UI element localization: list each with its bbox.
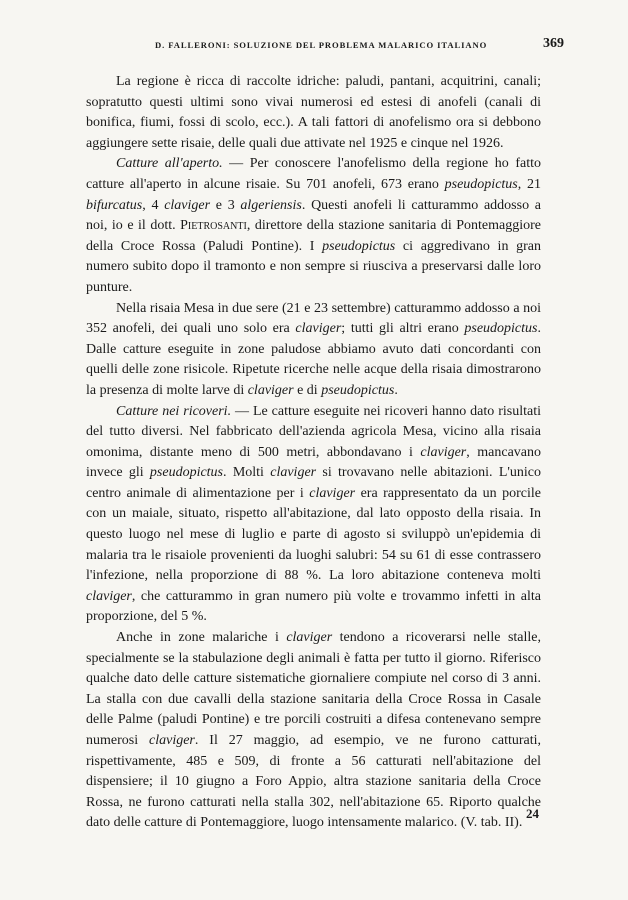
species-name: pseudopictus (149, 465, 224, 481)
paragraph-1: La regione è ricca di raccolte idriche: paludi, pantani, acquitrini, canali; sopratutto questi ultimi sono vivai numerosi ed estesi di anofeli (canali di bonifica, fiumi, fossi di scolo, ecc.). A tali fattori di anofelismo ora si debbono aggiungere sette risaie, delle quali due attivate nel 1925 e cinque nel 1926. (86, 74, 541, 151)
species-name: claviger (295, 321, 342, 337)
species-name: claviger (86, 588, 132, 604)
running-head: D. FALLERONI: SOLUZIONE DEL PROBLEMA MALARICO ITALIANO (155, 40, 488, 50)
species-name: algeriensis (240, 197, 302, 213)
person-name: Pietrosanti (180, 218, 247, 234)
section-heading: Catture nei ricoveri. (116, 403, 232, 419)
species-name: claviger (164, 197, 211, 213)
species-name: claviger (309, 485, 356, 501)
species-name: claviger (286, 630, 333, 646)
species-name: claviger (149, 733, 195, 748)
species-name: claviger (247, 382, 294, 398)
printer-signature-mark: 24 (526, 806, 539, 821)
species-name: claviger (420, 444, 467, 460)
species-name: claviger (270, 465, 317, 481)
paragraph-3: Nella risaia Mesa in due sere (21 e 23 settembre) catturammo addosso a noi 352 anofeli, dei quali uno solo era claviger; tutti gli altri erano pseudopictus. Dalle catture eseguite in zone paludose abbiamo avuto dati concordanti con quelli delle zone risicole. Ripetute ricerche nelle acque della risaia dimostrarono la presenza di molte larve di claviger e di pseudopictus. (86, 300, 541, 398)
page-number: 369 (543, 36, 564, 51)
species-name: pseudopictus (322, 238, 396, 254)
species-name: bifurcatus (86, 197, 143, 213)
body-text (86, 72, 541, 834)
species-name: pseudopictus (321, 382, 395, 398)
paragraph-4: Catture nei ricoveri. — Le catture eseguite nei ricoveri hanno dato risultati del tutto diversi. Nel fabbricato dell'azienda agricola Mesa, vicino alla risaia omonima, distante meno di 500 metri, abbondavano i claviger, mancavano invece gli pseudopictus. Molti claviger si trovavano nelle abitazioni. L'unico centro animale di alimentazione per i claviger era rappresentato da un porcile con un maiale, situato, rispetto all'abitazione, dal lato opposto della risaia. In questo luogo nel mese di luglio e parte di agosto si sviluppò un'epidemia di malaria tra le risaiole provenienti da luoghi salubri: 54 su 61 di esse contrassero l'infezione, nella proporzione di 88 %. La loro abitazione conteneva molti claviger, che catturammo in gran numero più volte e trovammo infetti in alta proporzione, del 5 %. (86, 403, 541, 625)
paragraph-5: Anche in zone malariche i claviger tendono a ricoverarsi nelle stalle, specialmente se la stabulazione degli animali è fatta per tutto il giorno. Riferisco qualche dato delle catture sistematiche giornaliere compiute nel corso di 3 anni. La stalla con due cavalli della stazione sanitaria della Croce Rossa in Casale delle Palme (paludi Pontine) e tre porcili costruiti a difesa contenevano sempre numerosi claviger. Il 27 maggio, ad esempio, ve ne furono catturati, rispettivamente, 485 e 509, di fronte a 56 catturati nell'abitazione del dispensiere; il 10 giugno a Foro Appio, altra stazione sanitaria della Croce Rossa, ne furono catturati nella stalla 302, nell'abitazione 65. Riporto qualche dato delle catture di Pontemaggiore, luogo intensamente malarico. (V. tab. II). (86, 630, 542, 831)
paragraph-2: Catture all'aperto. — Per conoscere l'anofelismo della regione ho fatto catture all'aperto in alcune risaie. Su 701 anofeli, 673 erano pseudopictus, 21 bifurcatus, 4 claviger e 3 algeriensis. Questi anofeli li catturammo addosso a noi, io e il dott. Pietrosanti, direttore della stazione sanitaria di Pontemaggiore della Croce Rossa (Paludi Pontine). I pseudopictus ci aggredivano in gran numero subito dopo il tramonto e non sempre si riusciva a preservarsi dalle loro punture. (86, 156, 542, 295)
species-name: pseudopictus (464, 321, 538, 337)
section-heading: Catture all'aperto. (116, 156, 223, 172)
species-name: pseudopictus (444, 176, 518, 192)
